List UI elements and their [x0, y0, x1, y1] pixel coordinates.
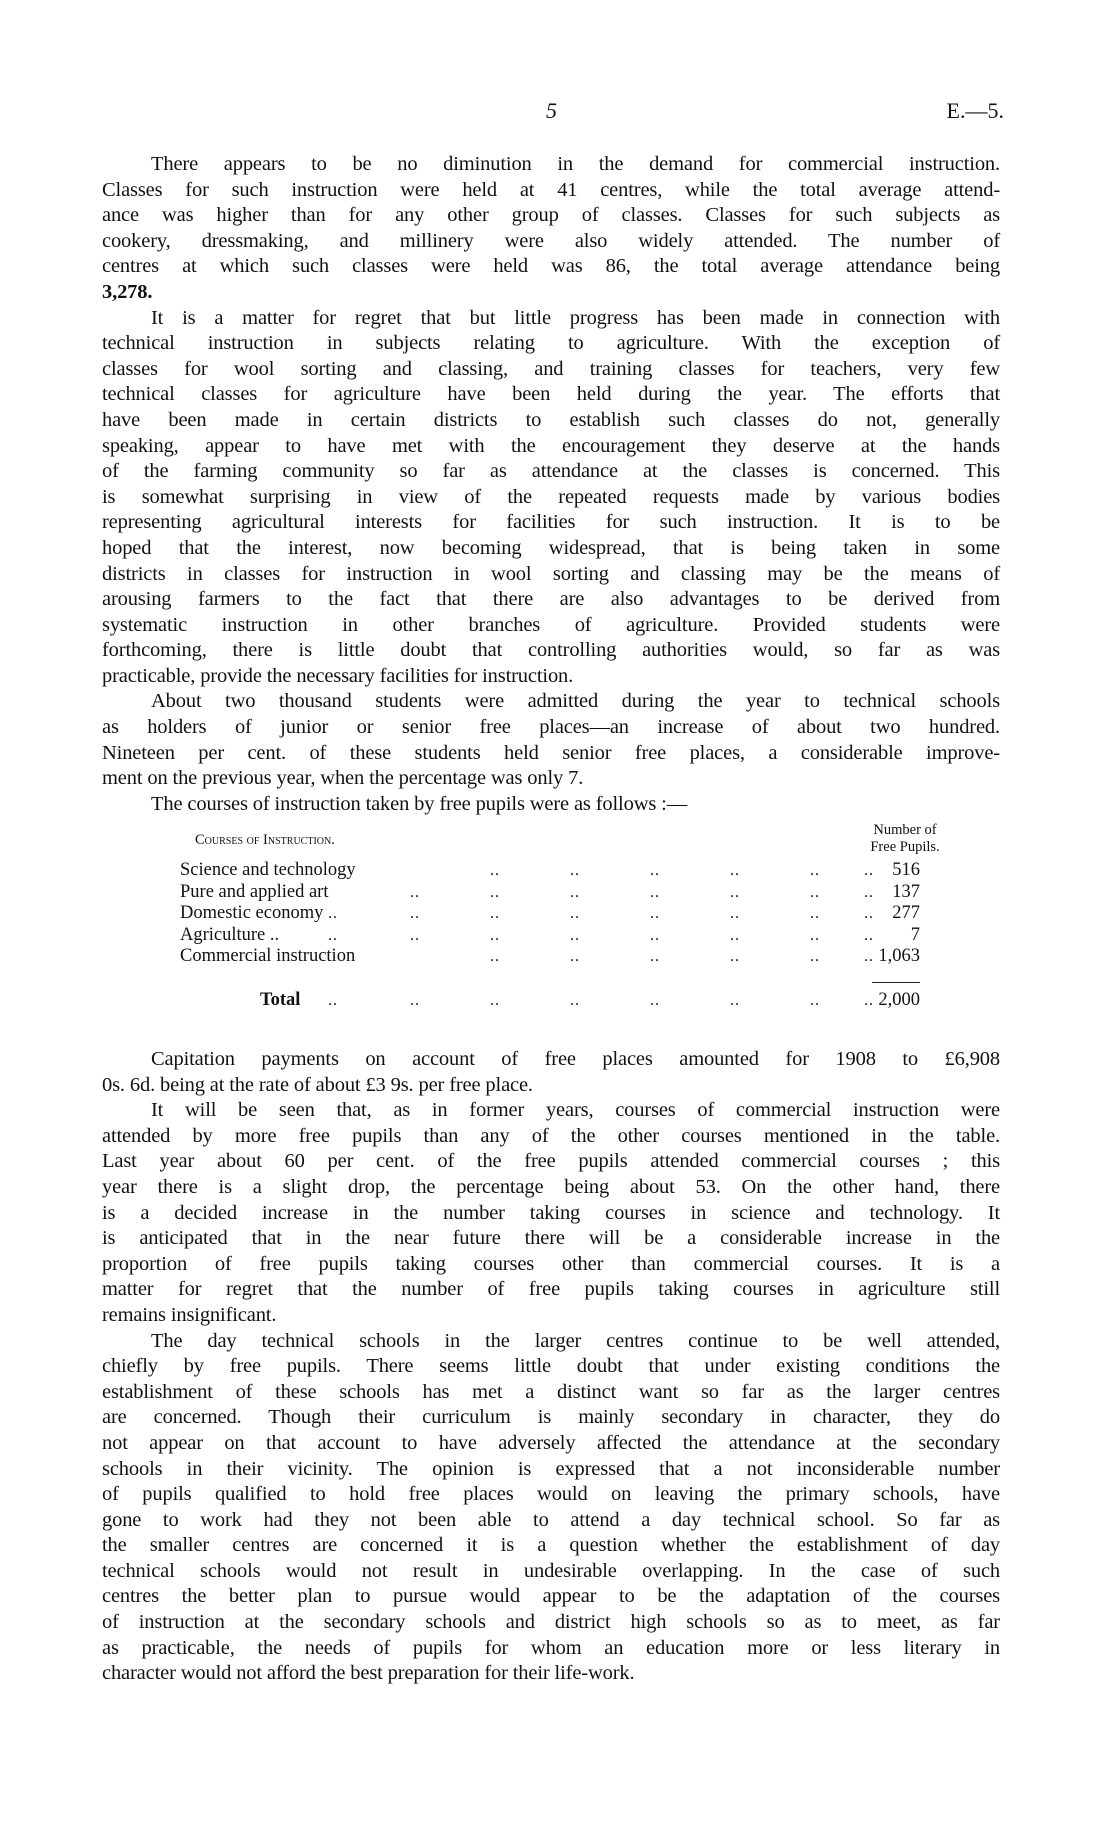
dot-leader: ..	[570, 948, 580, 965]
table-header-courses: Courses of Instruction.	[195, 832, 335, 848]
text-line: speaking, appear to have met with the encouragement they deserve at the hands	[102, 434, 1000, 457]
dot-leader: ..	[570, 927, 580, 944]
course-label: Commercial instruction	[180, 946, 356, 966]
pupil-count: 277	[892, 903, 920, 923]
text-line: technical classes for agriculture have been held during the year. The efforts that	[102, 383, 1000, 406]
dot-leader: ..	[730, 862, 740, 879]
dot-leader: ..	[570, 992, 580, 1009]
document-reference: E.—5.	[946, 98, 1004, 123]
text-line: ance was higher than for any other group of classes. Classes for such subjects as	[102, 204, 1000, 227]
paragraph	[102, 792, 1000, 818]
dot-leader: ..	[810, 927, 820, 944]
text-line: 3,278.	[102, 280, 153, 303]
table-row	[180, 946, 920, 968]
pupil-count: 516	[892, 860, 920, 880]
dot-leader: ..	[570, 862, 580, 879]
text-line: districts in classes for instruction in wool sorting and classing may be the means of	[102, 562, 1000, 585]
dot-leader: ..	[490, 905, 500, 922]
dot-leader: ..	[730, 927, 740, 944]
dot-leader: ..	[410, 992, 420, 1009]
text-line: as holders of junior or senior free places—an increase of about two hundred.	[102, 716, 1000, 739]
dot-leader: ..	[810, 948, 820, 965]
text-line: hoped that the interest, now becoming widespread, that is being taken in some	[102, 536, 1000, 559]
text-line: is a decided increase in the number taking courses in science and technology. It	[102, 1201, 1000, 1224]
text-line: of the farming community so far as attendance at the classes is concerned. This	[102, 460, 1000, 483]
text-line: cookery, dressmaking, and millinery were also widely attended. The number of	[102, 229, 1000, 252]
dot-leader: ..	[410, 884, 420, 901]
text-line: Classes for such instruction were held at 41 centres, while the total average attend-	[102, 178, 1000, 201]
text-line: ment on the previous year, when the percentage was only 7.	[102, 767, 584, 790]
course-label: Science and technology	[180, 860, 356, 880]
text-line: are concerned. Though their curriculum is mainly secondary in character, they do	[102, 1406, 1000, 1429]
text-line: The day technical schools in the larger centres continue to be well attended,	[151, 1329, 1000, 1352]
dot-leader: ..	[490, 884, 500, 901]
text-line: establishment of these schools has met a distinct want so far as the larger centres	[102, 1380, 1000, 1403]
dot-leader: ..	[650, 992, 660, 1009]
table-row	[180, 860, 920, 882]
paragraph	[102, 1329, 1000, 1687]
text-line: year there is a slight drop, the percentage being about 53. On the other hand, there	[102, 1175, 1000, 1198]
page-number: 5	[546, 98, 557, 123]
text-line: 0s. 6d. being at the rate of about £3 9s. per free place.	[102, 1073, 533, 1096]
text-line: is somewhat surprising in view of the repeated requests made by various bodies	[102, 485, 1000, 508]
paragraph	[102, 152, 1000, 306]
table-total-row	[180, 990, 920, 1012]
text-line: matter for regret that the number of free pupils taking courses in agriculture still	[102, 1278, 1000, 1301]
dot-leader: ..	[570, 905, 580, 922]
dot-leader: ..	[650, 948, 660, 965]
text-line: proportion of free pupils taking courses other than commercial courses. It is a	[102, 1252, 1000, 1275]
dot-leader: ..	[864, 948, 874, 965]
course-label: Pure and applied art	[180, 882, 329, 902]
dot-leader: ..	[730, 884, 740, 901]
dot-leader: ..	[810, 884, 820, 901]
text-line: not appear on that account to have adversely affected the attendance at the secondary	[102, 1431, 1000, 1454]
text-line: Capitation payments on account of free places amounted for 1908 to £6,908	[151, 1048, 1000, 1070]
dot-leader: ..	[864, 905, 874, 922]
dot-leader: ..	[570, 884, 580, 901]
text-line: systematic instruction in other branches of agriculture. Provided students were	[102, 613, 1000, 636]
body-text-bottom	[102, 1047, 1000, 1687]
text-line: representing agricultural interests for facilities for such instruction. It is to be	[102, 511, 1000, 534]
text-line: of pupils qualified to hold free places would on leaving the primary schools, have	[102, 1483, 1000, 1506]
dot-leader: ..	[328, 927, 338, 944]
text-line: character would not afford the best preparation for their life-work.	[102, 1662, 635, 1685]
course-label: Domestic economy	[180, 903, 324, 923]
dot-leader: ..	[410, 905, 420, 922]
paragraph	[102, 1098, 1000, 1328]
dot-leader: ..	[810, 992, 820, 1009]
text-line: as practicable, the needs of pupils for whom an education more or less literary in	[102, 1636, 1000, 1659]
pupil-count: 7	[910, 925, 920, 945]
text-line: Nineteen per cent. of these students held senior free places, a considerable improve-	[102, 741, 1000, 764]
text-line: centres at which such classes were held was 86, the total average attendance being	[102, 255, 1000, 278]
table-row	[180, 925, 920, 947]
total-rule	[872, 982, 920, 983]
table-header-number-line1: Number of	[873, 822, 937, 838]
dot-leader: ..	[490, 948, 500, 965]
dot-leader: ..	[730, 948, 740, 965]
dot-leader: ..	[490, 862, 500, 879]
pupil-count: 1,063	[878, 946, 920, 966]
paragraph	[102, 306, 1000, 690]
dot-leader: ..	[810, 905, 820, 922]
dot-leader: ..	[864, 862, 874, 879]
text-line: schools in their vicinity. The opinion is expressed that a not inconsiderable number	[102, 1457, 1000, 1480]
table-header-number	[860, 822, 950, 856]
body-text-top	[102, 152, 1000, 817]
text-line: gone to work had they not been able to attend a day technical school. So far as	[102, 1508, 1000, 1531]
text-line: arousing farmers to the fact that there are also advantages to be derived from	[102, 588, 1000, 611]
total-value: 2,000	[878, 990, 920, 1010]
text-line: The courses of instruction taken by free pupils were as follows :—	[151, 792, 688, 815]
text-line: About two thousand students were admitted during the year to technical schools	[151, 690, 1000, 713]
table-row	[180, 903, 920, 925]
dot-leader: ..	[864, 927, 874, 944]
dot-leader: ..	[810, 862, 820, 879]
dot-leader: ..	[490, 927, 500, 944]
dot-leader: ..	[328, 905, 338, 922]
text-line: remains insignificant.	[102, 1303, 277, 1326]
text-line: technical instruction in subjects relating to agriculture. With the exception of	[102, 332, 1000, 355]
text-line: forthcoming, there is little doubt that controlling authorities would, so far as was	[102, 639, 1000, 662]
text-line: Last year about 60 per cent. of the free pupils attended commercial courses ; this	[102, 1150, 1000, 1173]
dot-leader: ..	[650, 927, 660, 944]
paragraph	[102, 1047, 1000, 1098]
text-line: have been made in certain districts to establish such classes do not, generally	[102, 408, 1000, 431]
dot-leader: ..	[730, 905, 740, 922]
text-line: chiefly by free pupils. There seems little doubt that under existing conditions the	[102, 1355, 1000, 1378]
dot-leader: ..	[864, 992, 874, 1009]
text-line: It is a matter for regret that but little progress has been made in connection with	[151, 306, 1000, 329]
text-line: of instruction at the secondary schools and district high schools so as to meet, as far	[102, 1611, 1000, 1634]
dot-leader: ..	[328, 992, 338, 1009]
dot-leader: ..	[650, 862, 660, 879]
text-line: practicable, provide the necessary facilities for instruction.	[102, 664, 574, 687]
paragraph	[102, 689, 1000, 791]
text-line: It will be seen that, as in former years, courses of commercial instruction were	[151, 1099, 1000, 1122]
course-label: Agriculture ..	[180, 925, 280, 945]
dot-leader: ..	[864, 884, 874, 901]
dot-leader: ..	[410, 927, 420, 944]
table-row	[180, 882, 920, 904]
text-line: centres the better plan to pursue would appear to be the adaptation of the courses	[102, 1585, 1000, 1608]
text-line: attended by more free pupils than any of the other courses mentioned in the table.	[102, 1124, 1000, 1147]
text-line: technical schools would not result in undesirable overlapping. In the case of such	[102, 1559, 1000, 1582]
text-line: the smaller centres are concerned it is a question whether the establishment of day	[102, 1534, 1000, 1557]
dot-leader: ..	[490, 992, 500, 1009]
text-line: is anticipated that in the near future there will be a considerable increase in the	[102, 1227, 1000, 1250]
pupil-count: 137	[892, 882, 920, 902]
dot-leader: ..	[650, 905, 660, 922]
text-line: There appears to be no diminution in the demand for commercial instruction.	[151, 153, 1000, 175]
total-label: Total	[260, 990, 301, 1010]
table-header-number-line2: Free Pupils.	[870, 839, 940, 855]
dot-leader: ..	[730, 992, 740, 1009]
text-line: classes for wool sorting and classing, and training classes for teachers, very few	[102, 357, 1000, 380]
dot-leader: ..	[650, 884, 660, 901]
